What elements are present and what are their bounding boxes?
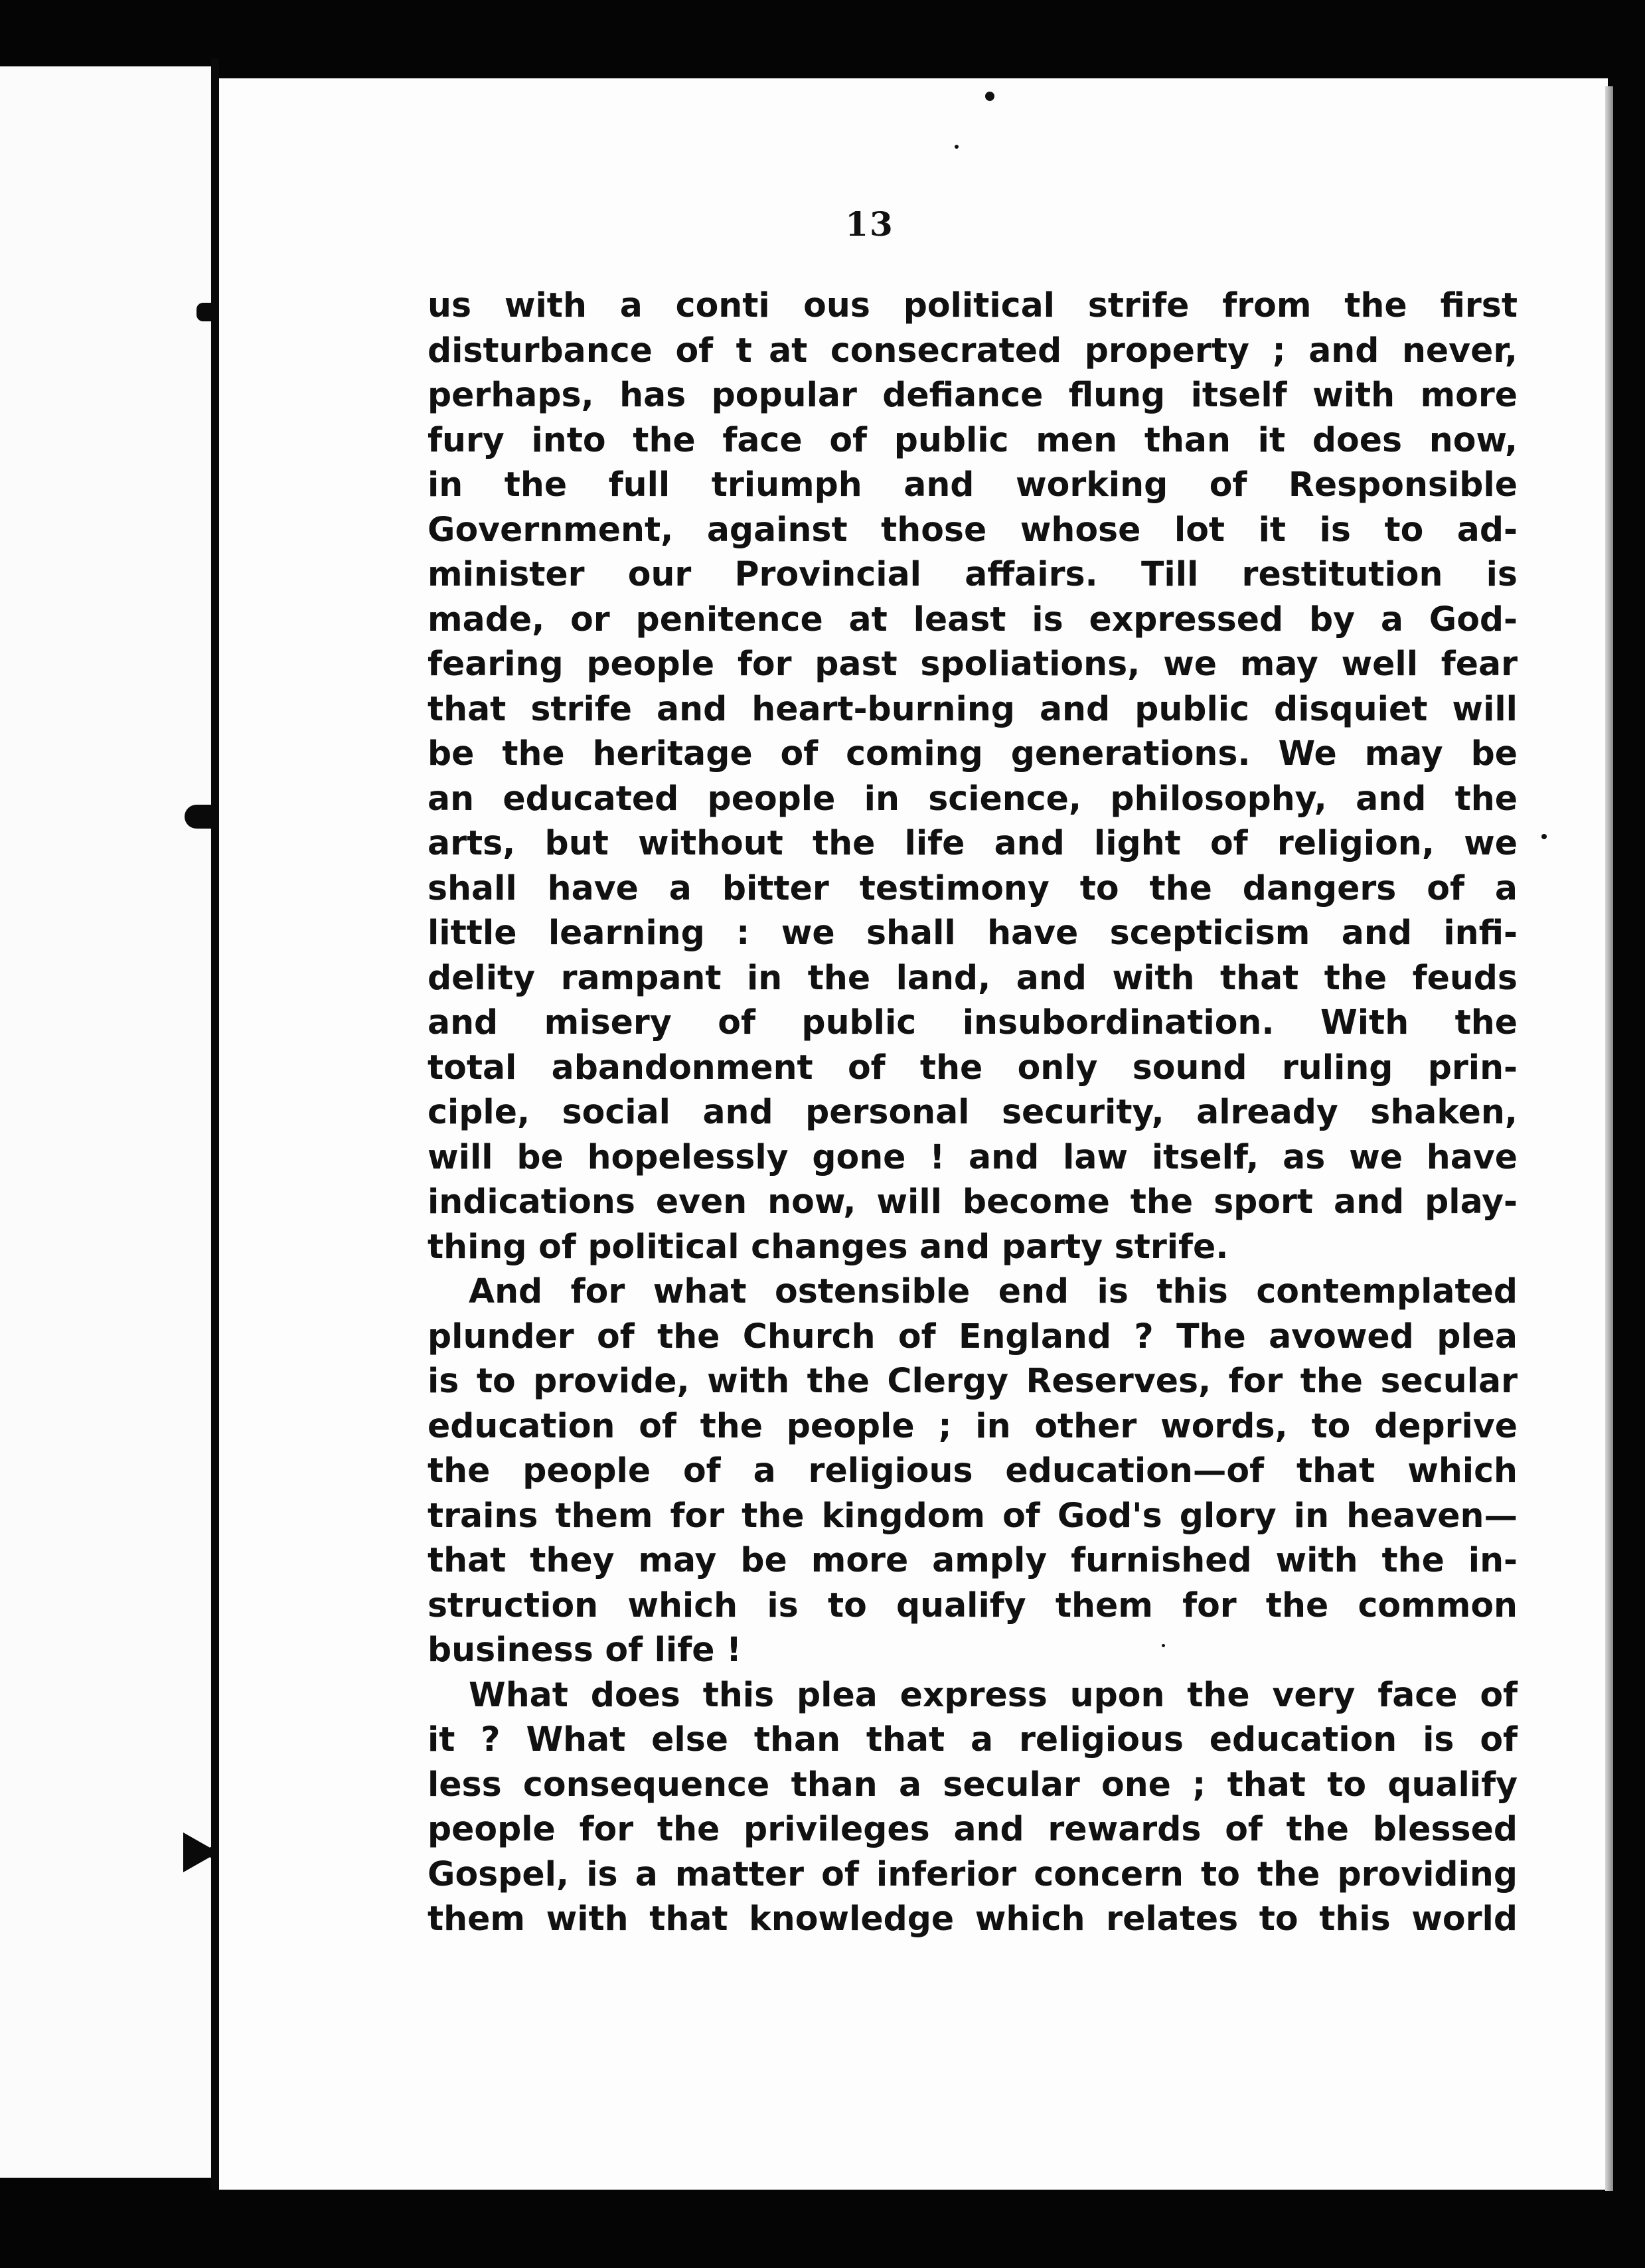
paragraph — [428, 1672, 1518, 1941]
text-line: fearing people for past spoliations, we may well fear — [428, 644, 1518, 683]
text-line: fury into the face of public men than it does now, — [428, 420, 1518, 459]
page-edge — [1605, 86, 1613, 2191]
text-line: is to provide, with the Clergy Reserves, for the secular — [428, 1361, 1518, 1400]
text-line: that they may be more amply furnished with the in- — [428, 1540, 1518, 1580]
text-line: trains them for the kingdom of God's glory in heaven— — [428, 1495, 1518, 1535]
binding-spine — [211, 58, 219, 2190]
text-line: business of life ! — [428, 1630, 742, 1669]
text-line: plunder of the Church of England ? The avowed plea — [428, 1316, 1518, 1356]
text-line: education of the people ; in other words, to deprive — [428, 1406, 1518, 1445]
text-line: Government, against those whose lot it is to ad- — [428, 509, 1518, 549]
text-line: us with a conti ous political strife from the first — [428, 285, 1518, 325]
text-line: an educated people in science, philosophy, and the — [428, 778, 1518, 818]
text-line: And for what ostensible end is this contemplated — [469, 1271, 1518, 1311]
ink-speck — [955, 145, 959, 149]
text-line: it ? What else than that a religious education is of — [428, 1720, 1518, 1759]
ink-speck — [1541, 834, 1547, 839]
book-page — [219, 78, 1608, 2190]
text-line: total abandonment of the only sound ruling prin- — [428, 1047, 1518, 1087]
body-text — [428, 283, 1518, 1941]
text-line: What does this plea express upon the very face of — [469, 1674, 1518, 1714]
text-line: the people of a religious education—of that which — [428, 1451, 1518, 1490]
paragraph — [428, 283, 1518, 1269]
facing-page — [0, 66, 211, 2178]
text-line: little learning : we shall have scepticism and infi- — [428, 913, 1518, 952]
text-line: less consequence than a secular one ; that to qualify — [428, 1764, 1518, 1804]
text-line: thing of political changes and party strife. — [428, 1226, 1229, 1266]
text-line: and misery of public insubordination. With the — [428, 1003, 1518, 1042]
text-line: struction which is to qualify them for the common — [428, 1585, 1518, 1625]
text-line: in the full triumph and working of Responsible — [428, 465, 1518, 504]
paragraph — [428, 1269, 1518, 1672]
text-line: made, or penitence at least is expressed by a God- — [428, 599, 1518, 639]
text-line: disturbance of t at consecrated property ; and never, — [428, 330, 1518, 370]
text-line: them with that knowledge which relates to this world — [428, 1899, 1518, 1938]
text-line: minister our Provincial affairs. Till restitution is — [428, 554, 1518, 594]
text-line: arts, but without the life and light of religion, we — [428, 823, 1518, 862]
text-line: perhaps, has popular defiance flung itself with more — [428, 375, 1518, 414]
text-line: people for the privileges and rewards of the blessed — [428, 1809, 1518, 1848]
text-line: will be hopelessly gone ! and law itself, as we have — [428, 1137, 1518, 1176]
text-line: that strife and heart-burning and public disquiet will — [428, 688, 1518, 728]
text-line: be the heritage of coming generations. We may be — [428, 734, 1518, 773]
text-line: indications even now, will become the sport and play- — [428, 1182, 1518, 1221]
text-line: shall have a bitter testimony to the dangers of a — [428, 868, 1518, 908]
text-line: Gospel, is a matter of inferior concern to the providing — [428, 1854, 1518, 1894]
text-line: ciple, social and personal security, already shaken, — [428, 1092, 1518, 1131]
page-number: 13 — [845, 204, 894, 244]
text-line: delity rampant in the land, and with that the feuds — [428, 957, 1518, 997]
ink-speck — [985, 92, 994, 101]
